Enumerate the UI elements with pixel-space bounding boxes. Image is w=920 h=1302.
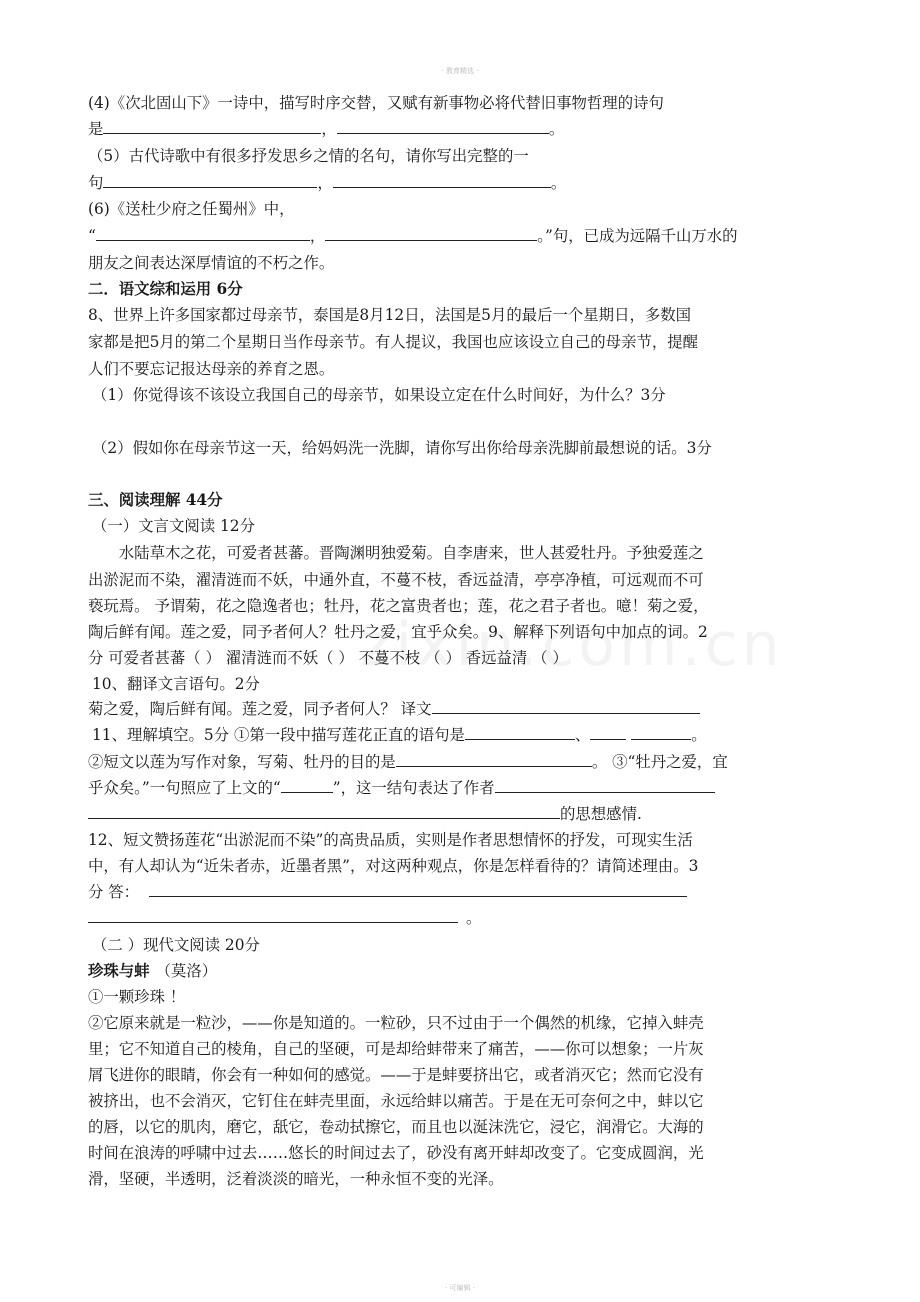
blank[interactable] — [396, 752, 592, 767]
q9-items: 分 可爱者甚蕃（ ） 濯清涟而不妖（ ） 不蔓不枝 （ ） 香远益清 （ ） — [88, 649, 568, 667]
text-line: 中，有人却认为“近朱者赤，近墨者黑”，对这两种观点，你是怎样看待的？请简述理由。3 — [88, 857, 699, 875]
q5-prompt: （5）古代诗歌中有很多抒发思乡之情的名句，请你写出完整的一 — [88, 147, 529, 165]
q8-2: （2）假如你在母亲节这一天，给妈妈洗一洗脚，请你写出你给母亲洗脚前最想说的话。3分 — [92, 439, 712, 457]
blank[interactable] — [590, 725, 626, 740]
blank[interactable] — [149, 882, 687, 897]
blank[interactable] — [337, 119, 549, 134]
text-line: 出淤泥而不染，濯清涟而不妖，中通外直，不蔓不枝，香远益清，亭亭净植，可远观而不可 — [88, 571, 704, 589]
blank[interactable] — [465, 725, 575, 740]
blank[interactable] — [96, 226, 310, 241]
q11-line4: 的思想感情. — [88, 804, 642, 824]
article-title: 珍珠与蚌 — [88, 962, 150, 980]
q11-line3: 乎众矣。”一句照应了上文的“ ”，这一结句表达了作者 — [88, 778, 715, 798]
blank[interactable] — [325, 226, 537, 241]
text-line: 家都是把5月的第二个星期日当作母亲节。有人提议，我国也应该设立自己的母亲节，提醒 — [88, 333, 699, 351]
text-line: 屑飞进你的眼睛，你会有一种如何的感觉。——于是蚌要挤出它，或者消灭它；然而它没有 — [88, 1066, 704, 1084]
blank[interactable] — [281, 778, 333, 793]
text-line: 里；它不知道自己的棱角，自己的坚硬，可是却给蚌带来了痛苦，——你可以想象；一片灰 — [88, 1040, 704, 1058]
section-2-title: 二．语文综和运用 6分 — [88, 280, 243, 298]
blank[interactable] — [631, 725, 691, 740]
text-line: 水陆草木之花，可爱者甚蕃。晋陶渊明独爱菊。自李唐来，世人甚爱牡丹。予独爱莲之 — [88, 544, 704, 562]
text-line: ①一颗珍珠 ！ — [88, 988, 186, 1006]
blank[interactable] — [495, 778, 715, 793]
blank[interactable] — [88, 804, 560, 819]
text-line: 滑，坚硬，半透明，泛着淡淡的暗光，一种永恒不变的光泽。 — [88, 1170, 504, 1188]
watermark — [360, 610, 784, 680]
q5-answer-line: 句 ， 。 — [88, 174, 567, 192]
q12-answer-line: 分 答： — [88, 882, 687, 902]
subsection-modern: （二 ）现代文阅读 20分 — [92, 936, 260, 954]
blank[interactable] — [333, 173, 551, 188]
text-line: 时间在浪涛的呼啸中过去……悠长的时间过去了，砂没有离开蚌却改变了。它变成圆润，光 — [88, 1144, 704, 1162]
page-footer: · 可编辑 · — [445, 1284, 475, 1292]
q6-prompt: (6)《送杜少府之任蜀州》中， — [88, 200, 295, 218]
section-3-title: 三、阅读理解 44分 — [88, 491, 223, 509]
text-line: 朋友之间表达深厚情谊的不朽之作。 — [88, 254, 335, 272]
q4-prompt: (4)《次北固山下》一诗中，描写时序交替，又赋有新事物必将代替旧事物哲理的诗句 — [88, 94, 664, 112]
text-line: 12、短文赞扬莲花“出淤泥而不染”的高贵品质，实则是作者思想情怀的抒发，可现实生活 — [88, 831, 693, 849]
blank[interactable] — [432, 699, 700, 714]
text-line: 亵玩焉。 予谓菊，花之隐逸者也；牡丹，花之富贵者也；莲，花之君子者也。噫！菊之爱， — [88, 597, 709, 615]
q8-1: （1）你觉得该不该设立我国自己的母亲节，如果设立定在什么时间好，为什么？3分 — [92, 386, 666, 404]
text-line: 8、世界上许多国家都过母亲节，泰国是8月12日，法国是5月的最后一个星期日，多数国 — [88, 306, 692, 324]
blank[interactable] — [103, 173, 317, 188]
article-title-line — [88, 961, 217, 981]
q12-answer-line-2: 。 — [88, 908, 481, 928]
blank[interactable] — [103, 119, 321, 134]
text-line: 的唇，以它的肌肉，磨它，舐它，卷动拭擦它，而且也以涎沫洗它，浸它，润滑它。大海的 — [88, 1118, 704, 1136]
subsection-classical: （一）文言文阅读 12分 — [92, 517, 255, 535]
q4-answer-line: 是 ， 。 — [88, 120, 565, 138]
blank[interactable] — [88, 908, 458, 923]
text-line: 陶后鲜有闻。莲之爱，同予者何人？牡丹之爱，宜乎众矣。9、解释下列语句中加点的词。2 — [88, 623, 708, 641]
q11-line2: ②短文以莲为写作对象，写菊、牡丹的目的是 。 ③“牡丹之爱，宜 — [88, 753, 728, 771]
article-author: （莫洛） — [155, 962, 218, 980]
text-line: 人们不要忘记报达母亲的养育之恩。 — [88, 360, 335, 378]
page-header: · 教育精选 · — [441, 67, 479, 75]
q10-prompt: 10、翻译文言语句。2分 — [92, 675, 260, 693]
q10-answer-line: 菊之爱，陶后鲜有闻。莲之爱，同予者何人？ 译文 — [88, 699, 700, 719]
text-line: ②它原来就是一粒沙，——你是知道的。一粒砂，只不过由于一个偶然的机缘，它掉入蚌壳 — [88, 1014, 704, 1032]
q11-line1: 11、理解填空。5分 ①第一段中描写莲花正直的语句是 、 。 — [92, 726, 707, 744]
text-line: 被挤出，也不会消灭，它钉住在蚌壳里面，永远给蚌以痛苦。于是在无可奈何之中，蚌以它 — [88, 1092, 704, 1110]
q6-answer-line: “ ， 。”句，已成为远隔千山万水的 — [88, 227, 738, 245]
